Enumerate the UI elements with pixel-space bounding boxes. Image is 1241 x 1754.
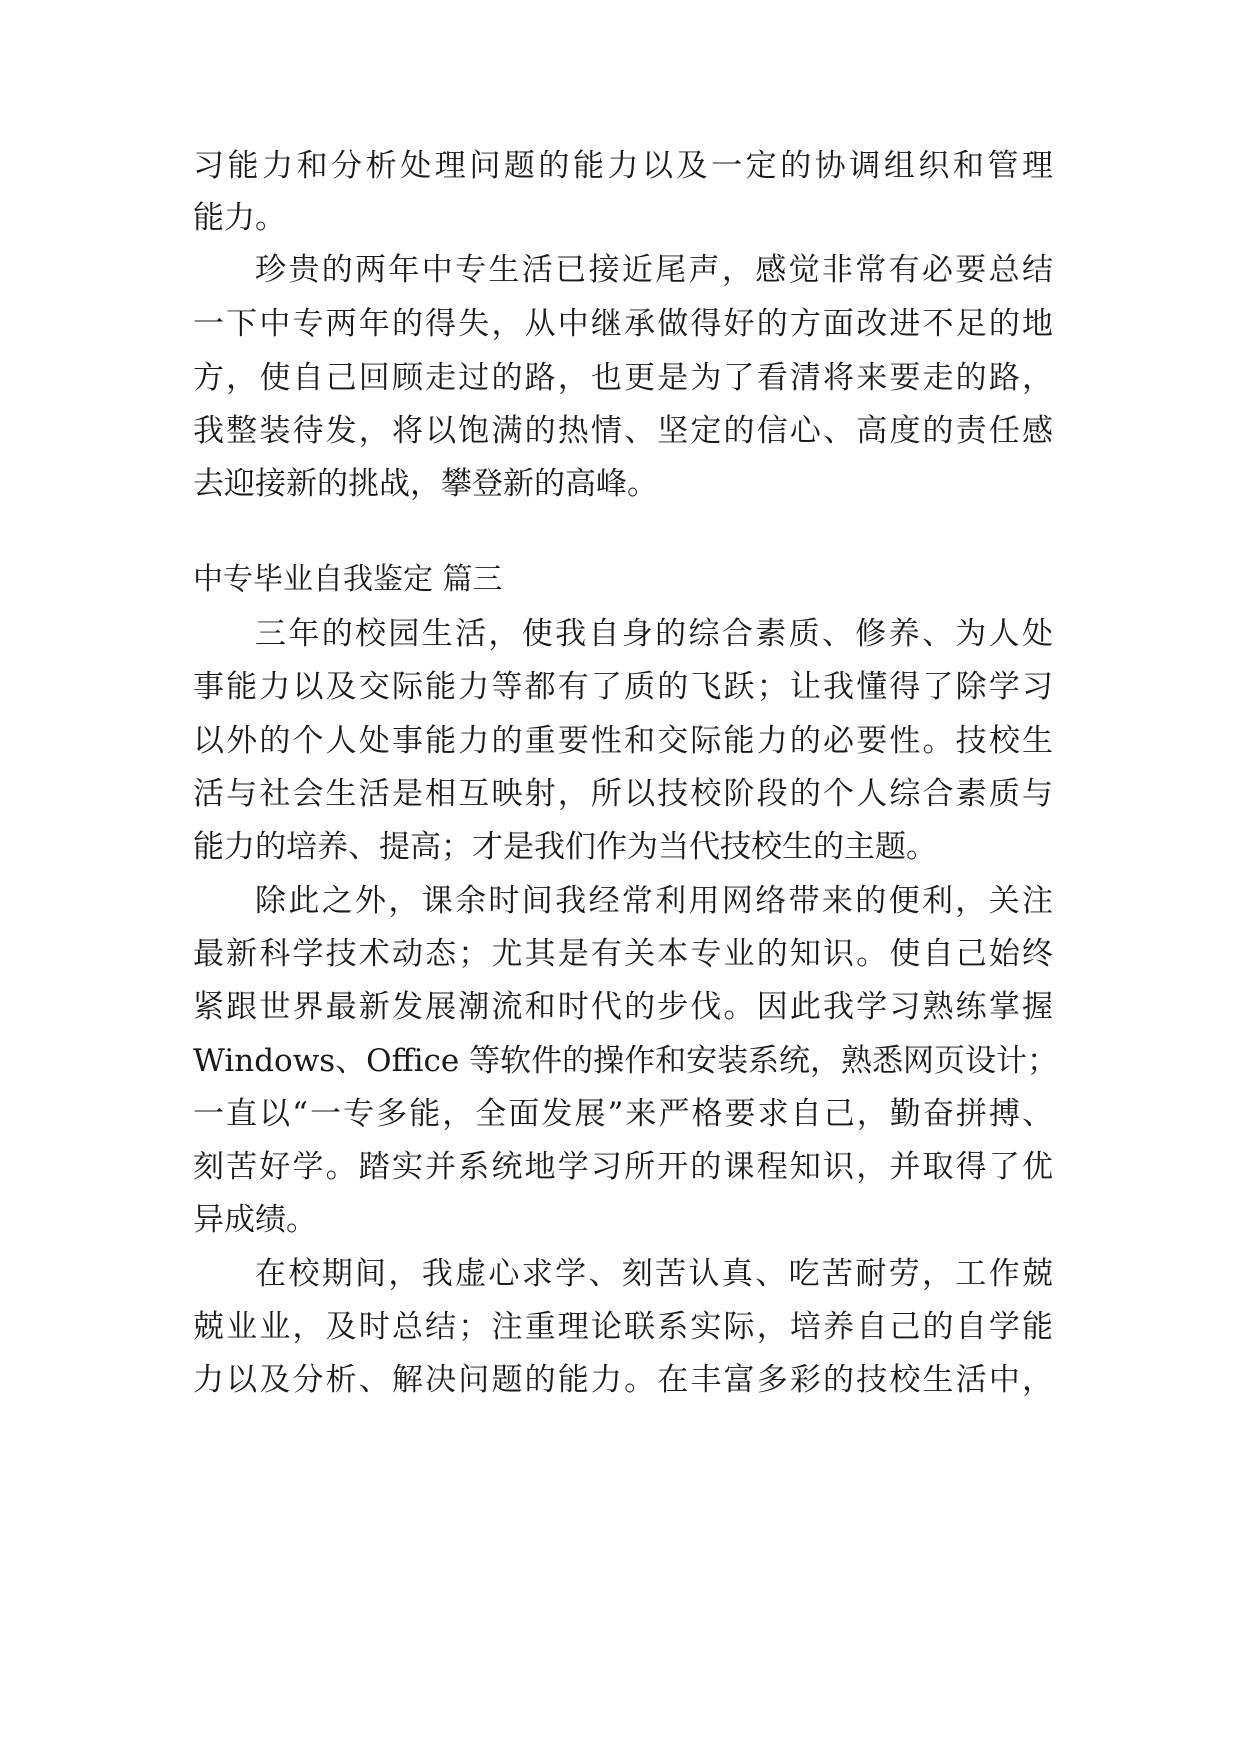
paragraph-line: 去迎接新的挑战，攀登新的高峰。 <box>193 466 658 502</box>
paragraph-line: 习能力和分析处理问题的能力以及一定的协调组织和管理 <box>193 148 1053 184</box>
paragraph-line: 方，使自己回顾走过的路，也更是为了看清将来要走的路， <box>193 360 1053 396</box>
paragraph-line: Windows、Office 等软件的操作和安装系统，熟悉网页设计； <box>193 1043 1059 1079</box>
paragraph-line: 珍贵的两年中专生活已接近尾声，感觉非常有必要总结 <box>255 252 1053 288</box>
section-heading: 中专毕业自我鉴定 篇三 <box>193 562 503 597</box>
paragraph-line: 最新科学技术动态；尤其是有关本专业的知识。使自己始终 <box>193 936 1053 972</box>
paragraph-line: 力以及分析、解决问题的能力。在丰富多彩的技校生活中， <box>193 1362 1053 1398</box>
paragraph-line: 活与社会生活是相互映射，所以技校阶段的个人综合素质与 <box>193 776 1053 812</box>
paragraph-line: 除此之外，课余时间我经常利用网络带来的便利，关注 <box>255 883 1053 919</box>
paragraph-line: 事能力以及交际能力等都有了质的飞跃；让我懂得了除学习 <box>193 669 1053 705</box>
paragraph-line: 能力。 <box>193 200 286 236</box>
paragraph-line: 我整装待发，将以饱满的热情、坚定的信心、高度的责任感 <box>193 413 1053 449</box>
paragraph-line: 三年的校园生活，使我自身的综合素质、修养、为人处 <box>255 616 1053 652</box>
paragraph-line: 能力的培养、提高；才是我们作为当代技校生的主题。 <box>193 829 937 865</box>
paragraph-line: 以外的个人处事能力的重要性和交际能力的必要性。技校生 <box>193 723 1053 759</box>
paragraph-line: 一下中专两年的得失，从中继承做得好的方面改进不足的地 <box>193 306 1053 342</box>
paragraph-line: 一直以“一专多能，全面发展”来严格要求自己，勤奋拼搏、 <box>193 1096 1053 1132</box>
paragraph-line: 在校期间，我虚心求学、刻苦认真、吃苦耐劳，工作兢 <box>255 1256 1053 1292</box>
paragraph-line: 紧跟世界最新发展潮流和时代的步伐。因此我学习熟练掌握 <box>193 989 1053 1025</box>
paragraph-line: 刻苦好学。踏实并系统地学习所开的课程知识，并取得了优 <box>193 1149 1053 1185</box>
paragraph-line: 兢业业，及时总结；注重理论联系实际，培养自己的自学能 <box>193 1309 1053 1345</box>
paragraph-line: 异成绩。 <box>193 1202 317 1238</box>
